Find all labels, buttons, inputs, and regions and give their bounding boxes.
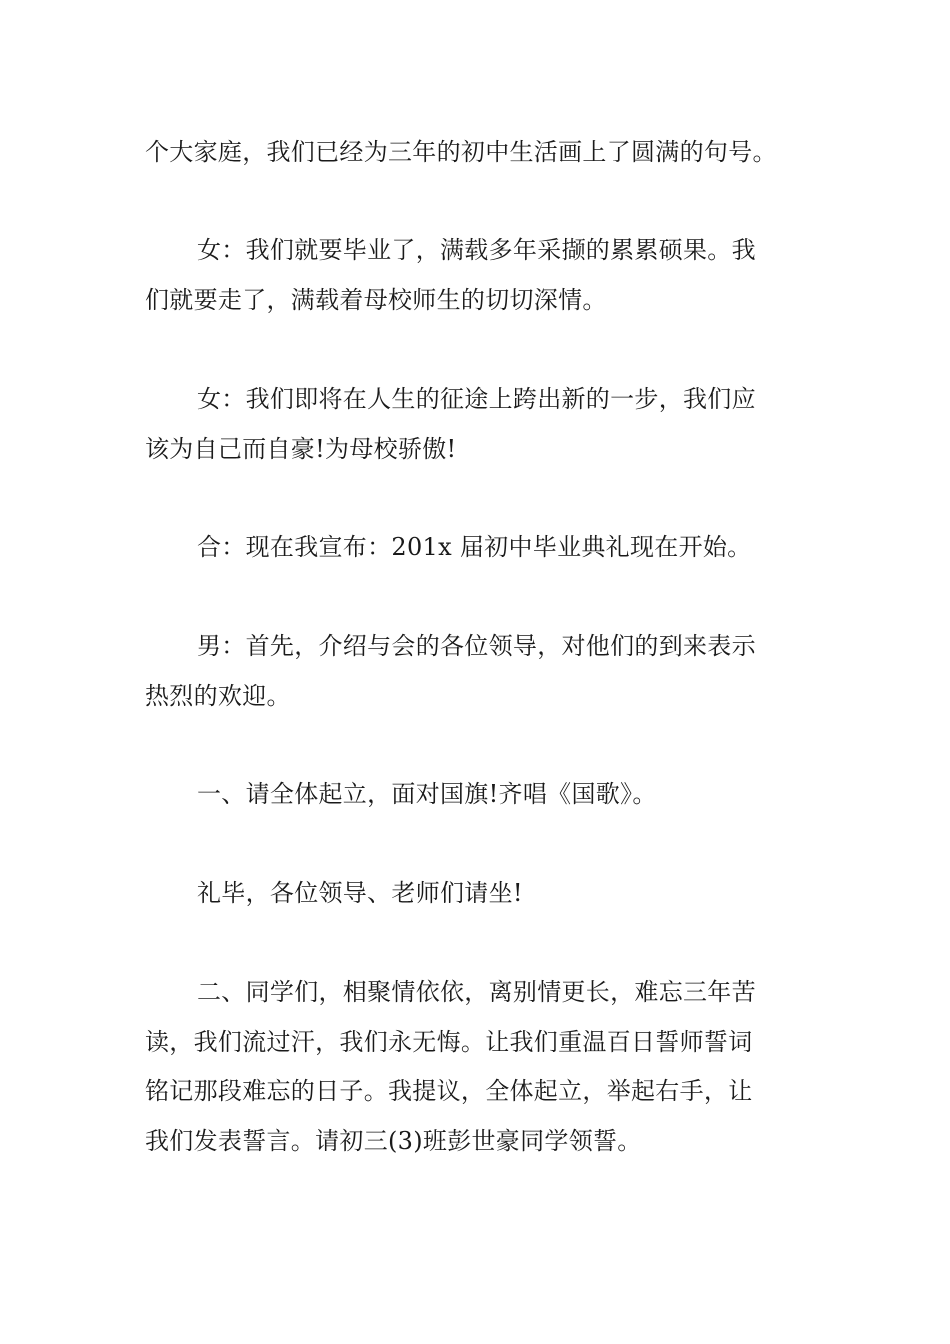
paragraph-oath (145, 968, 810, 1166)
paragraph-line: 个大家庭，我们已经为三年的初中生活画上了圆满的句号。 (145, 138, 777, 166)
paragraph-announcement (145, 523, 810, 573)
paragraph-national-anthem (145, 770, 810, 820)
paragraph-line: 女：我们就要毕业了，满载多年采撷的累累硕果。我 (197, 236, 756, 264)
paragraph-line: 二、同学们，相聚情依依，离别情更长，难忘三年苦 (197, 978, 756, 1006)
paragraph-line: 男：首先，介绍与会的各位领导，对他们的到来表示 (197, 632, 756, 660)
paragraph-line: 该为自己而自豪!为母校骄傲! (145, 434, 457, 463)
paragraph-line: 们就要走了，满载着母校师生的切切深情。 (145, 285, 607, 314)
paragraph-line: 一、请全体起立，面对国旗!齐唱《国歌》。 (197, 780, 657, 808)
paragraph-line: 礼毕，各位领导、老师们请坐! (197, 879, 523, 907)
paragraph-line: 女：我们即将在人生的征途上跨出新的一步，我们应 (197, 385, 756, 413)
paragraph-male-introduction (145, 622, 810, 721)
paragraph-line: 热烈的欢迎。 (145, 681, 291, 710)
paragraph-line: 铭记那段难忘的日子。我提议，全体起立，举起右手，让 (145, 1077, 753, 1105)
paragraph-line: 我们发表誓言。请初三(3)班彭世豪同学领誓。 (145, 1126, 642, 1155)
paragraph-line: 读，我们流过汗，我们永无悔。让我们重温百日誓师誓词 (145, 1027, 753, 1056)
paragraph-female-new-step (145, 375, 810, 474)
paragraph-female-graduation (145, 226, 810, 325)
paragraph-line: 合：现在我宣布：201x 届初中毕业典礼现在开始。 (197, 533, 752, 561)
paragraph-closing-family (145, 128, 810, 178)
paragraph-be-seated (145, 869, 810, 919)
